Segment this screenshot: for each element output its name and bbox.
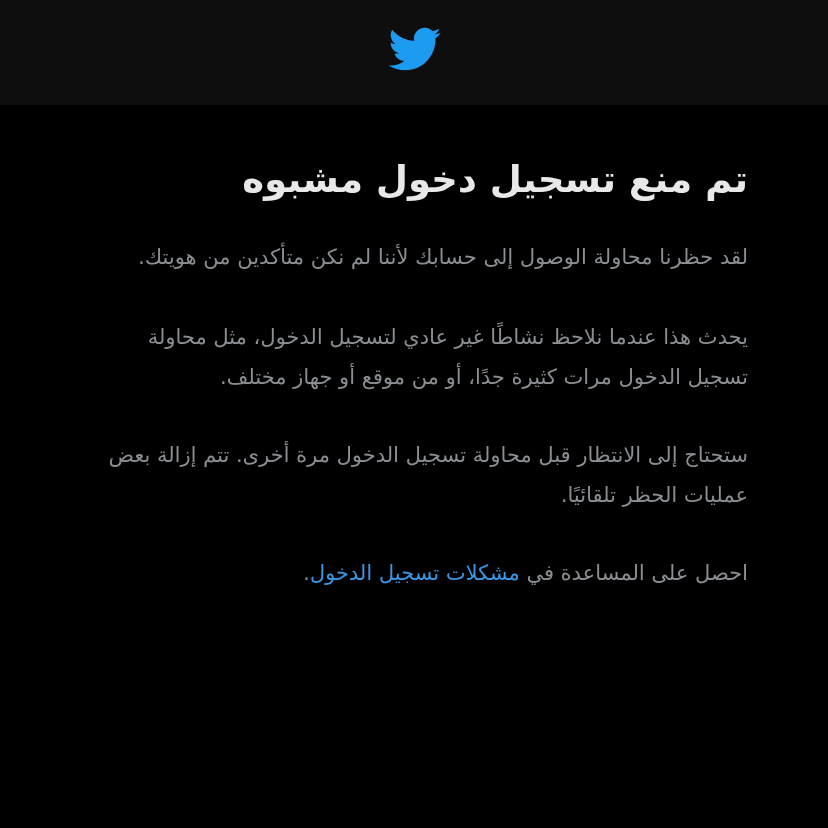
help-suffix-text: . [303, 561, 310, 585]
page-title: تم منع تسجيل دخول مشبوه [242, 158, 748, 201]
help-text [82, 553, 748, 593]
help-prefix-text: احصل على المساعدة في [519, 561, 748, 585]
top-bar [0, 0, 828, 105]
login-problems-link[interactable]: مشكلات تسجيل الدخول [309, 561, 520, 585]
blocked-explanation-text: لقد حظرنا محاولة الوصول إلى حسابك لأننا لم نكن متأكدين من هويتك. [138, 245, 748, 269]
suspicious-login-message [82, 148, 748, 593]
wait-explanation-text: ستحتاج إلى الانتظار قبل محاولة تسجيل الدخول مرة أخرى. تتم إزالة بعض عمليات الحظر تلقائيًا. [108, 443, 748, 507]
reason-explanation-text: يحدث هذا عندما نلاحظ نشاطًا غير عادي لتسجيل الدخول، مثل محاولة تسجيل الدخول مرات كثيرة جدًا، أو من موقع أو جهاز مختلف. [147, 325, 748, 389]
twitter-bird-icon [386, 26, 442, 72]
